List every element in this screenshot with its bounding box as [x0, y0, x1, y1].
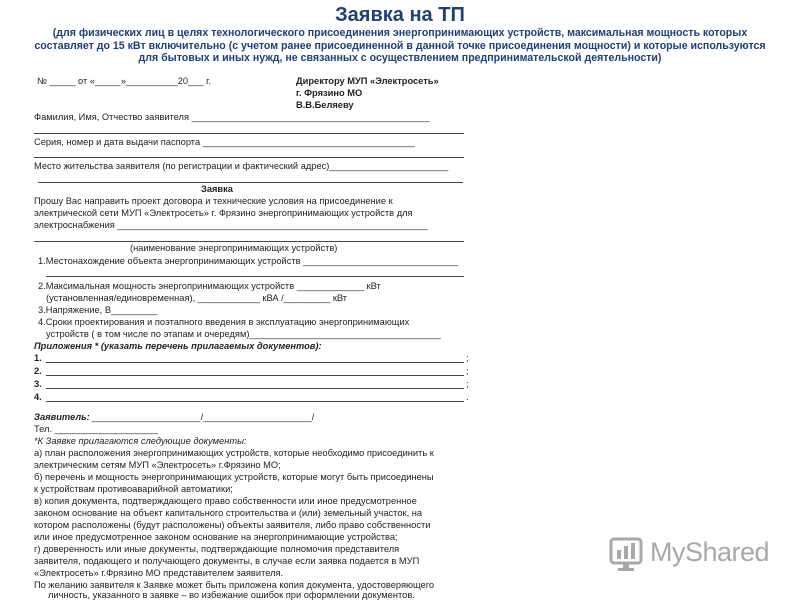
applicant-signature-line: _____________________/_____________________/: [92, 412, 315, 422]
attachment-1-label: 1.: [34, 353, 42, 363]
item-4-line-1: 4.Сроки проектирования и поэтапного введения в эксплуатацию энергопринимающих: [38, 317, 410, 327]
request-line-3: электроснабжения ____________________________________________________________: [34, 220, 428, 230]
request-continuation-line: [34, 241, 464, 242]
attachment-2-line: [46, 375, 464, 376]
addressee-line-2: г. Фрязино МО: [296, 88, 363, 98]
closing-line-2: личность, указанного в заявке – во избежание ошибок при оформлении документов.: [48, 590, 415, 600]
closing-line-1: По желанию заявителя к Заявке может быть приложена копия документа, удостоверяющего: [34, 580, 435, 590]
footnote-line-7: законом основание на объект капитального строительства и (или) земельный участок, на: [34, 508, 423, 518]
footnote-line-1: *К Заявке прилагаются следующие документы:: [34, 436, 247, 446]
residence-continuation-line: [38, 182, 463, 183]
item-1: 1.Местонахождение объекта энергопринимающих устройств ______________________________: [38, 256, 459, 266]
footnote-line-12: «Электросеть» г.Фрязино МО представителем заявителя.: [34, 568, 284, 578]
attachment-1-line: [46, 362, 464, 363]
presentation-icon: [608, 536, 644, 572]
fio-continuation-line: [34, 133, 464, 134]
myshared-logo: [608, 534, 768, 574]
residence-field: Место жительства заявителя (по регистрации и фактический адрес)_______________________: [34, 161, 449, 171]
device-caption: (наименование энергопринимающих устройств): [130, 243, 338, 253]
footnote-line-11: заявителя, подающего и получающего документы, в случае если заявка подается в МУП: [34, 556, 420, 566]
attachment-4-label: 4.: [34, 392, 42, 402]
footnote-line-9: или иное предусмотренное законом основание на энергопринимающие устройства;: [34, 532, 398, 542]
attachment-2-label: 2.: [34, 366, 42, 376]
watermark-text: MyShared: [650, 537, 770, 567]
attachments-label: Приложения * (указать перечень прилагаемых документов):: [34, 341, 322, 351]
footnote-line-6: в) копия документа, подтверждающего право собственности или иное предусмотренное: [34, 496, 417, 506]
request-line-2: электрической сети МУП «Электросеть» г. Фрязино энергопринимающих устройств для: [34, 208, 413, 218]
request-line-1: Прошу Вас направить проект договора и технические условия на присоединение к: [34, 196, 393, 206]
item-3: 3.Напряжение, В_________: [38, 305, 158, 315]
footnote-line-8: котором расположены (будут расположены) объекты заявителя, либо право собственности: [34, 520, 431, 530]
item-1-continuation-line: [46, 276, 464, 277]
page-title: Заявка на ТП: [335, 4, 465, 26]
footnote-line-2: а) план расположения энергопринимающих устройств, которые необходимо присоединить к: [34, 448, 434, 458]
footnote-line-5: к устройствам противоаварийной автоматики;: [34, 484, 233, 494]
item-4-line-2: устройств ( в том числе по этапам и очередям)_____________________________________: [46, 329, 441, 339]
attachment-3-label: 3.: [34, 379, 42, 389]
addressee-line-3: В.В.Беляеву: [296, 100, 354, 110]
section-title: Заявка: [201, 184, 233, 194]
footnote-line-10: г) доверенность или иные документы, подтверждающие полномочия представителя: [34, 544, 400, 554]
fio-field: Фамилия, Имя, Отчество заявителя ______________________________________________: [34, 112, 430, 122]
number-date-line: № _____ от «_____»__________20___ г.: [37, 76, 211, 86]
attachment-4-line: [46, 401, 464, 402]
passport-continuation-line: [34, 157, 464, 158]
addressee-line-1: Директору МУП «Электросеть»: [296, 76, 439, 86]
footnote-line-4: б) перечень и мощность энергопринимающих устройств, которые могут быть присоединены: [34, 472, 434, 482]
passport-field: Серия, номер и дата выдачи паспорта _________________________________________: [34, 137, 415, 147]
attachment-3-line: [46, 388, 464, 389]
phone-field: Тел. ____________________: [34, 424, 159, 434]
page-subtitle: (для физических лиц в целях технологического присоединения энергопринимающих устройств, максимальная мощность которых составляет до 15 кВт включительно (с учетом ранее присоединенной в данной точке присоединения мощности) и которые используются для бытовых и иных нужд, не связанных с осуществлением предпринимательской деятельности): [34, 27, 766, 64]
footnote-line-3: электрическим сетям МУП «Электросеть» г.Фрязино МО;: [34, 460, 281, 470]
item-2-line-2: (установленная/единовременная), ____________ кВА /_________ кВт: [46, 293, 348, 303]
item-2-line-1: 2.Максимальная мощность энергопринимающих устройств _____________ кВт: [38, 281, 381, 291]
applicant-label: Заявитель:: [34, 412, 90, 422]
